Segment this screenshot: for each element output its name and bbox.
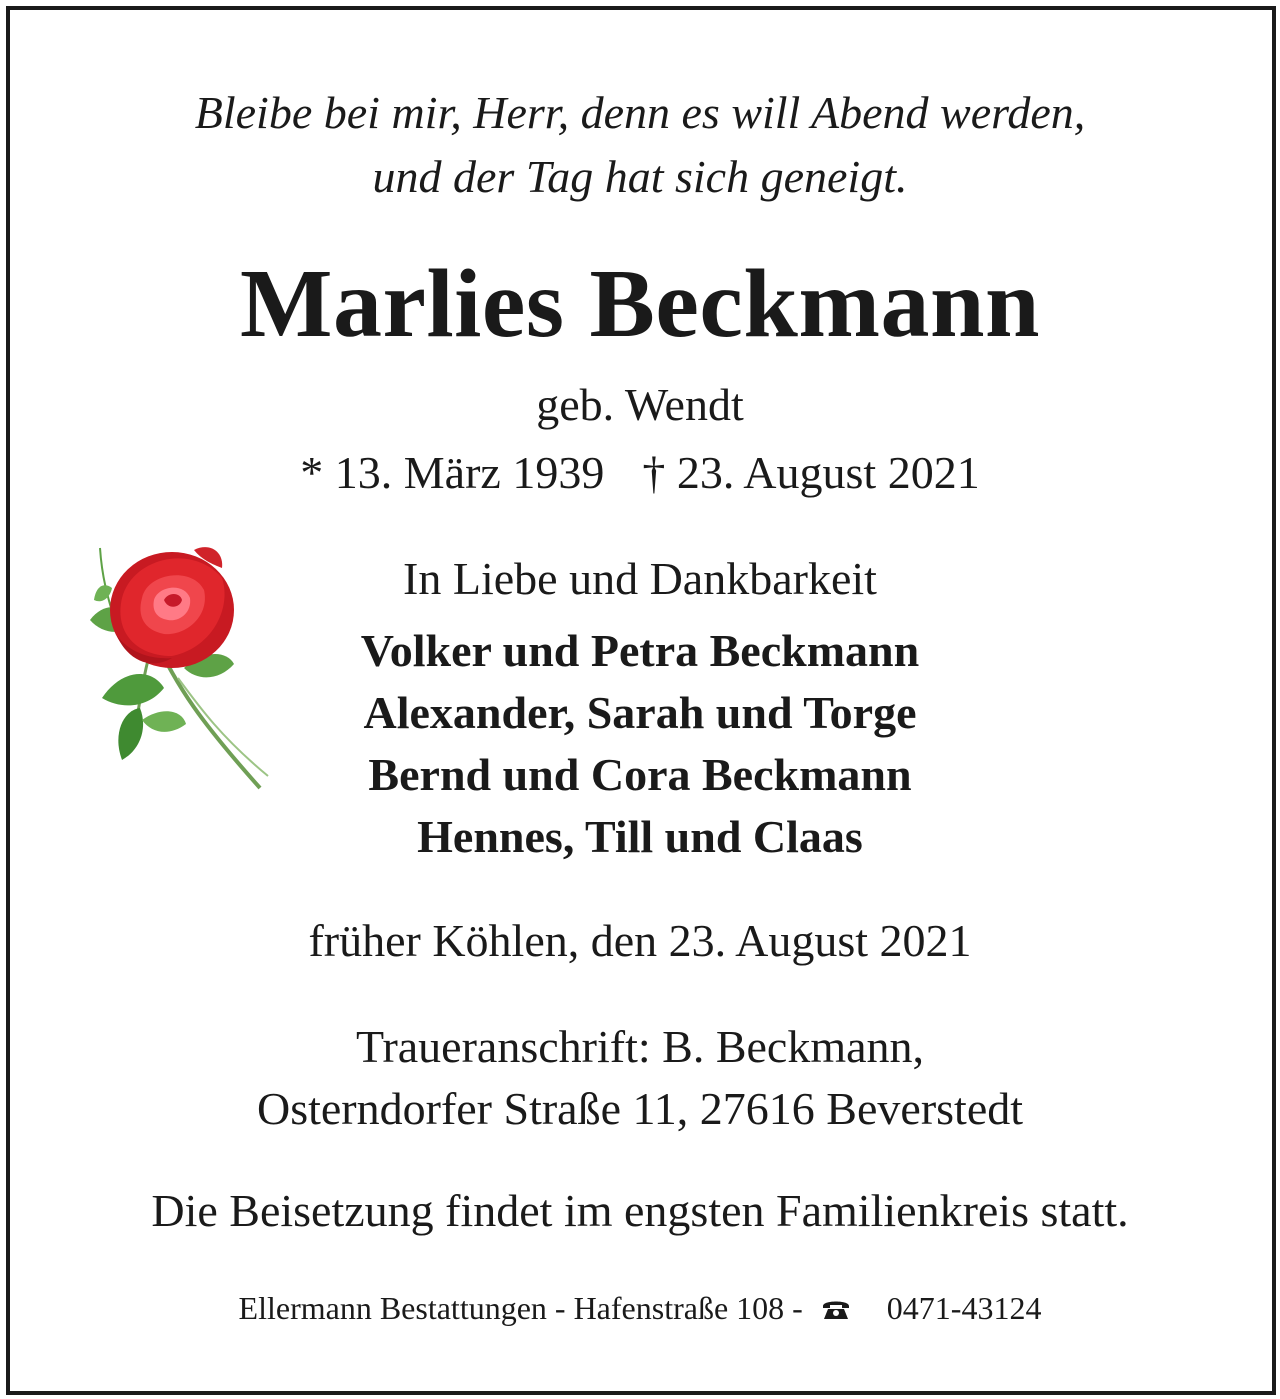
- telephone-icon: [821, 1298, 851, 1320]
- birth-date: * 13. März 1939: [300, 447, 605, 498]
- mourner-line-2: Alexander, Sarah und Torge: [363, 687, 917, 738]
- verse-line-2: und der Tag hat sich geneigt.: [372, 151, 908, 202]
- funeral-home-phone: 0471-43124: [886, 1290, 1042, 1326]
- deceased-name: Marlies Beckmann: [239, 250, 1041, 358]
- funeral-home-footer: [0, 1290, 1280, 1327]
- mourner-line-3: Bernd und Cora Beckmann: [368, 749, 912, 800]
- funeral-home-name: Ellermann Bestattungen - Hafenstraße 108 -: [238, 1290, 803, 1326]
- burial-note: Die Beisetzung findet im engsten Familienkreis statt.: [151, 1185, 1129, 1236]
- verse-line-1: Bleibe bei mir, Herr, denn es will Abend werden,: [194, 87, 1086, 138]
- mourning-address-line-2: Osterndorfer Straße 11, 27616 Beverstedt: [256, 1083, 1024, 1134]
- maiden-name: geb. Wendt: [536, 379, 744, 430]
- mourners-intro: In Liebe und Dankbarkeit: [403, 553, 877, 604]
- life-dates: [0, 446, 1280, 499]
- mourner-line-1: Volker und Petra Beckmann: [360, 625, 920, 676]
- place-date: früher Köhlen, den 23. August 2021: [308, 915, 972, 966]
- mourning-address-line-1: Traueranschrift: B. Beckmann,: [355, 1021, 925, 1072]
- death-date: † 23. August 2021: [642, 447, 980, 498]
- mourner-line-4: Hennes, Till und Claas: [417, 811, 863, 862]
